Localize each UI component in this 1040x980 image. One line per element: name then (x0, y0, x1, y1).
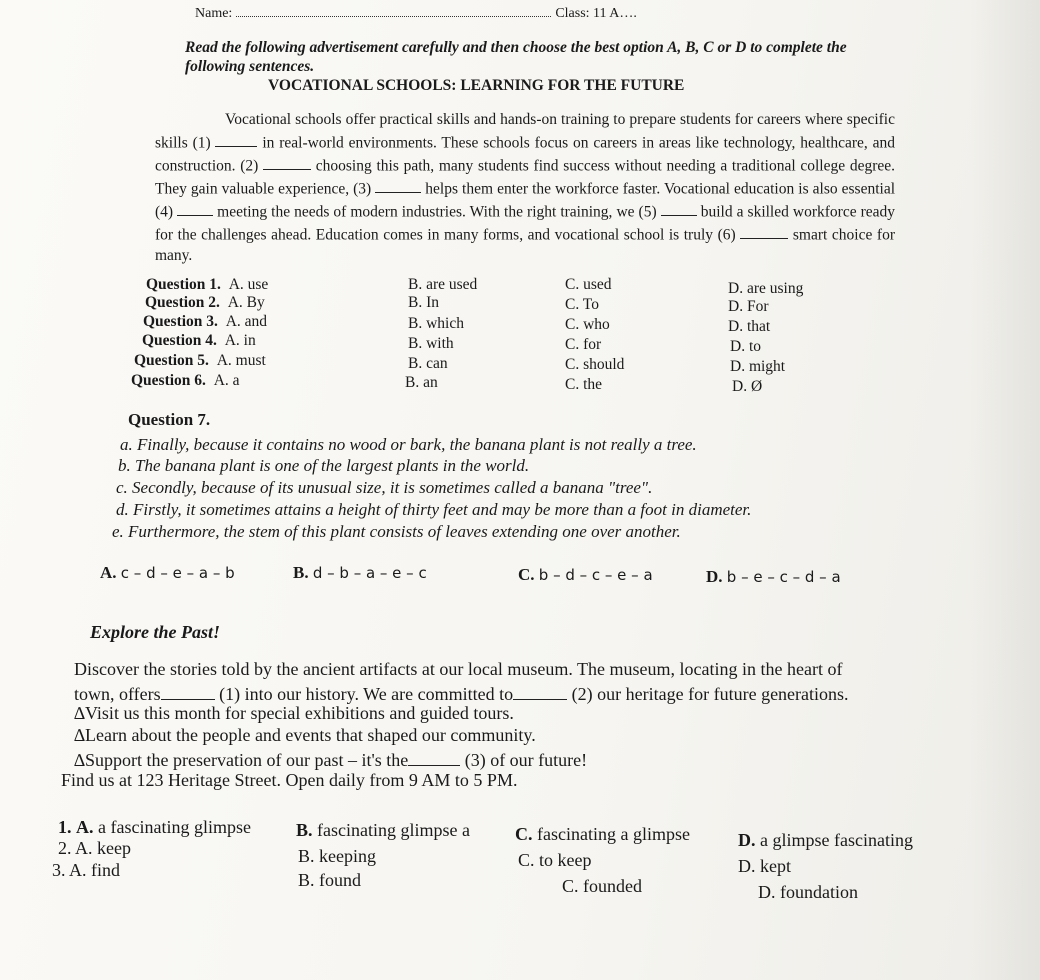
q6-option-c: C. the (565, 376, 603, 393)
name-blank (236, 6, 551, 17)
explore-q1-b: B. fascinating glimpse a (296, 820, 470, 840)
explore-blank-1 (161, 681, 215, 700)
explore-q1-c: C. fascinating a glimpse (515, 824, 690, 844)
q7-sentence-b: b. The banana plant is one of the largest plants in the world. (118, 456, 530, 475)
q1-option-c: C. used (565, 276, 612, 293)
q5-option-d: D. might (730, 358, 786, 375)
q2-option-b: B. In (408, 294, 439, 311)
explore-title: Explore the Past! (90, 622, 221, 642)
blank-2 (263, 154, 311, 171)
q5-option-c: C. should (565, 356, 625, 373)
q7-sentence-a: a. Finally, because it contains no wood or bark, the banana plant is not really a tree. (120, 435, 697, 454)
q7-option-b: B. d – b – a – e – c (293, 563, 427, 582)
q7-option-d: D. b – e – c – d – a (706, 567, 841, 586)
explore-line-6: Find us at 123 Heritage Street. Open daily from 9 AM to 5 PM. (61, 770, 518, 790)
page-shadow (970, 0, 1040, 980)
explore-q1-a: 1. A. a fascinating glimpse (58, 817, 251, 837)
q7-option-c: C. b – d – c – e – a (518, 565, 653, 584)
question-row-1: Question 1. A. use (146, 276, 269, 293)
blank-1 (215, 131, 257, 148)
class-label: Class: 11 A…. (555, 6, 637, 21)
passage-s4: helps them enter the workforce faster. Vocational education is also essential (4) (155, 180, 896, 220)
blank-6 (740, 223, 788, 240)
q7-sentence-e: e. Furthermore, the stem of this plant consists of leaves extending one over another. (112, 522, 681, 541)
explore-blank-2 (513, 681, 567, 700)
explore-q2-d: D. kept (738, 856, 791, 876)
q4-option-b: B. with (408, 335, 454, 352)
q3-option-c: C. who (565, 316, 610, 333)
q1-option-d: D. are using (728, 280, 804, 297)
q6-option-b: B. an (405, 374, 438, 391)
blank-5 (661, 200, 697, 217)
question-row-3: Question 3. A. and (143, 313, 268, 330)
explore-q2-a: 2. A. keep (58, 838, 131, 858)
q2-option-d: D. For (728, 298, 769, 315)
q7-option-a: A. c – d – e – a – b (100, 563, 235, 582)
passage-s2: in real-world environments. These schools focus on careers in areas like technology, healthcare, and construction. (2) (155, 134, 895, 174)
explore-q3-c: C. founded (562, 876, 642, 896)
question-row-5: Question 5. A. must (134, 352, 266, 369)
q7-sentence-d: d. Firstly, it sometimes attains a height of thirty feet and may be more than a foot in diameter. (116, 500, 752, 519)
question-7-label: Question 7. (128, 410, 211, 429)
blank-3 (375, 177, 421, 194)
blank-4 (177, 200, 213, 217)
name-label: Name: (195, 6, 233, 21)
explore-q2-c: C. to keep (518, 850, 592, 870)
q3-option-d: D. that (728, 318, 771, 335)
explore-line-5: ∆Support the preservation of our past – it's the (3) of our future! (74, 747, 587, 771)
passage-s1: Vocational schools offer practical skills and hands-on training to prepare students for careers where specific skills (1) (155, 111, 895, 151)
q4-option-c: C. for (565, 336, 602, 353)
explore-q3-d: D. foundation (758, 882, 858, 902)
name-field (195, 6, 637, 22)
explore-q1-d: D. a glimpse fascinating (738, 830, 913, 850)
question-row-6: Question 6. A. a (131, 372, 240, 389)
passage-s3: choosing this path, many students find success without needing a traditional college degree. They gain valuable experience, (3) (155, 157, 896, 197)
q5-option-b: B. can (408, 355, 448, 372)
explore-line-2: town, offers (1) into our history. We are committed to (2) our heritage for future generations. (74, 681, 849, 705)
advert-title: VOCATIONAL SCHOOLS: LEARNING FOR THE FUTURE (268, 77, 685, 94)
question-row-2: Question 2. A. By (145, 294, 265, 311)
explore-q3-b: B. found (298, 870, 361, 890)
q1-option-b: B. are used (408, 276, 478, 293)
explore-line-1: Discover the stories told by the ancient artifacts at our local museum. The museum, locating in the heart of (74, 659, 843, 679)
passage-s5: meeting the needs of modern industries. With the right training, we (5) (217, 203, 657, 220)
passage-s7: smart choice for many. (155, 226, 895, 264)
q3-option-b: B. which (408, 315, 464, 332)
explore-line-3: ∆Visit us this month for special exhibitions and guided tours. (74, 703, 514, 723)
q6-option-d: D. Ø (732, 378, 763, 395)
explore-q2-b: B. keeping (298, 846, 376, 866)
q7-sentence-c: c. Secondly, because of its unusual size, it is sometimes called a banana "tree". (116, 478, 653, 497)
instruction: Read the following advertisement carefully and then choose the best option A, B, C or D to complete the following sentences. (185, 39, 847, 75)
explore-blank-3 (408, 747, 460, 766)
passage (155, 110, 895, 266)
q4-option-d: D. to (730, 338, 761, 355)
question-row-4: Question 4. A. in (142, 332, 256, 349)
explore-q3-a: 3. A. find (52, 860, 121, 880)
q2-option-c: C. To (565, 296, 599, 313)
passage-s6: build a skilled workforce ready for the challenges ahead. Education comes in many forms, and vocational school is truly (6) (155, 203, 896, 243)
explore-line-4: ∆Learn about the people and events that shaped our community. (74, 725, 536, 745)
